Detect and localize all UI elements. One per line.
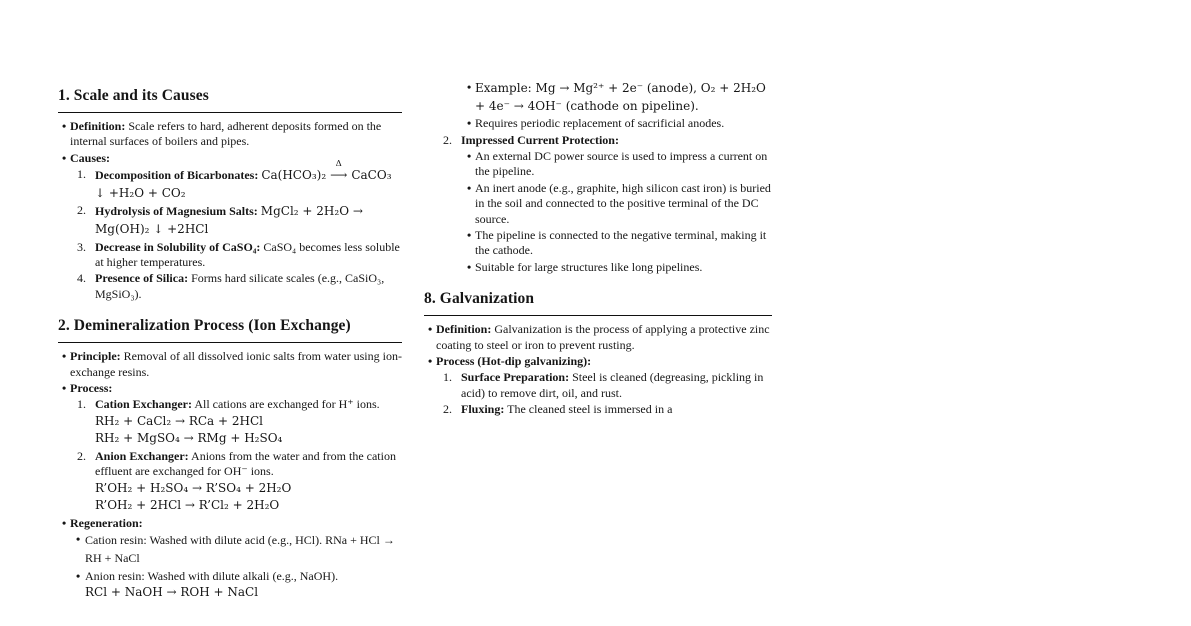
item-label: Hydrolysis of Magnesium Salts: — [95, 204, 258, 219]
item-content — [95, 240, 402, 271]
delta-symbol: Δ — [335, 159, 342, 170]
item-label: Regeneration: — [70, 516, 143, 531]
item-label: Cation Exchanger: — [95, 397, 192, 412]
list-item-anion-resin — [58, 569, 402, 584]
item-label: Anion Exchanger: — [95, 449, 189, 464]
item-content — [85, 532, 402, 567]
list-item-galv-definition — [424, 322, 772, 353]
list-item-inert-anode — [424, 181, 772, 227]
item-number: 1. — [443, 370, 452, 385]
list-item-regeneration-label — [58, 516, 402, 531]
list-item-scale-definition — [58, 119, 402, 150]
formula-text: Ca(HCO₃)₂ — [261, 168, 327, 183]
list-item-large-structures — [424, 260, 772, 275]
item-label: Surface Preparation: — [461, 370, 570, 385]
bullet-icon: • — [467, 180, 472, 195]
item-number: 2. — [443, 402, 452, 417]
delta-arrow — [329, 159, 348, 185]
list-item-cause-3 — [58, 240, 402, 271]
item-content — [70, 119, 402, 150]
item-label: Impressed Current Protection: — [461, 132, 619, 147]
item-content — [475, 228, 772, 259]
list-item-cause-4 — [58, 271, 402, 302]
bullet-icon: • — [428, 322, 433, 337]
right-column — [424, 79, 772, 418]
bullet-icon: • — [467, 149, 472, 163]
section-heading-scale: 1. Scale and its Causes — [58, 86, 402, 113]
list-item-anion-exchanger — [58, 449, 402, 480]
item-content — [70, 349, 402, 380]
item-label: Presence of Silica: — [95, 271, 189, 286]
item-label: Definition: — [436, 322, 492, 337]
item-text: The cleaned steel is immersed in a — [507, 402, 673, 417]
formula-line: R’OH₂ + H₂SO₄ → R’SO₄ + 2H₂O — [95, 480, 292, 495]
item-content — [70, 150, 402, 170]
item-label: Process: — [70, 381, 113, 396]
item-text: Anion resin: Washed with dilute alkali (e.g., NaOH). — [85, 568, 339, 583]
item-content — [475, 181, 772, 227]
item-text: Steel is cleaned (degreasing, pickling in acid) to remove dirt, oil, and rust. — [461, 370, 764, 400]
bullet-icon: • — [467, 228, 472, 243]
formula-text: MgCl₂ + 2H₂O → Mg(OH)₂ ↓ +2HCl — [95, 204, 363, 236]
item-content — [95, 159, 402, 202]
item-text: Scale refers to hard, adherent deposits formed on the internal surfaces of boilers and pipes. — [70, 119, 382, 149]
bullet-icon: • — [62, 150, 67, 165]
formula-text: Example: Mg → Mg²⁺ + 2e⁻ (anode), O₂ + 2H₂O + 4e⁻ → 4OH⁻ (cathode on pipeline). — [475, 81, 766, 113]
item-content — [436, 354, 772, 369]
formula-line: R’OH₂ + 2HCl → R’Cl₂ + 2H₂O — [95, 498, 280, 513]
list-item-cation-resin — [58, 532, 402, 567]
list-item-negative-terminal — [424, 228, 772, 259]
item-label: Process (Hot-dip galvanizing): — [436, 354, 592, 369]
item-number: 2. — [77, 449, 86, 464]
list-item-example — [424, 80, 772, 115]
item-text: Galvanization is the process of applying a protective zinc coating to steel or iron to prevent rusting. — [436, 322, 770, 352]
item-text: An external DC power source is used to impress a current on the pipeline. — [475, 149, 768, 179]
item-text: The pipeline is connected to the negative terminal, making it the cathode. — [475, 228, 767, 258]
item-text: Requires periodic replacement of sacrificial anodes. — [475, 116, 725, 131]
bullet-icon: • — [428, 354, 433, 369]
item-content — [95, 203, 402, 238]
section-heading-demineralization: 2. Demineralization Process (Ion Exchange) — [58, 316, 402, 343]
formula-text: CaCO₃ ↓ +H₂O + CO₂ — [95, 168, 392, 200]
list-item-cause-1 — [58, 159, 402, 202]
bullet-icon: • — [467, 116, 472, 131]
list-item-fluxing — [424, 402, 772, 417]
left-column — [58, 86, 402, 602]
bullet-icon: • — [76, 532, 81, 547]
item-label: Decrease in Solubility of CaSO₄: — [95, 239, 261, 254]
item-number: 2. — [443, 132, 452, 147]
bullet-icon: • — [76, 568, 81, 583]
list-item-cation-exchanger — [58, 397, 402, 412]
item-text: CaSO₄ becomes less soluble at higher temperatures. — [95, 239, 400, 269]
item-text: Cation resin: Washed with dilute acid (e.g., HCl). RNa + HCl → RH + NaCl — [85, 533, 395, 566]
item-content — [70, 381, 402, 396]
formula-line: RH₂ + CaCl₂ → RCa + 2HCl — [95, 413, 264, 428]
item-content — [475, 260, 772, 275]
item-content — [461, 370, 772, 401]
bullet-icon: • — [62, 516, 67, 531]
item-text: Anions from the water and from the cation effluent are exchanged for OH⁻ ions. — [95, 449, 396, 479]
item-content — [461, 402, 772, 417]
list-item-surface-preparation — [424, 370, 772, 401]
item-content — [95, 397, 402, 412]
item-number: 1. — [77, 167, 86, 182]
item-number: 3. — [77, 239, 86, 254]
list-item-impressed-current — [424, 133, 772, 148]
formula-line: RH₂ + MgSO₄ → RMg + H₂SO₄ — [95, 431, 283, 446]
formula-line: RCl + NaOH → ROH + NaCl — [85, 585, 259, 600]
bullet-icon: • — [62, 119, 67, 133]
bullet-icon: • — [62, 381, 67, 396]
list-item-process-label — [58, 381, 402, 396]
bullet-icon: • — [62, 349, 67, 364]
item-content — [475, 116, 772, 131]
list-item-requires — [424, 116, 772, 131]
item-text: An inert anode (e.g., graphite, high silicon cast iron) is buried in the soil and connected to the positive terminal of the DC source. — [475, 180, 771, 226]
item-text: Forms hard silicate scales (e.g., CaSiO₃, MgSiO₃). — [95, 271, 385, 301]
item-number: 4. — [77, 271, 86, 286]
item-content — [95, 449, 402, 480]
item-content — [95, 271, 402, 302]
item-label: Decomposition of Bicarbonates: — [95, 168, 259, 183]
arrow-icon: ⟶ — [330, 168, 348, 183]
bullet-icon: • — [467, 80, 472, 94]
item-label: Definition: — [70, 119, 126, 133]
list-item-cause-2 — [58, 203, 402, 238]
item-label: Fluxing: — [461, 402, 505, 417]
item-number: 1. — [77, 397, 86, 412]
list-item-galv-process-label — [424, 354, 772, 369]
item-content — [436, 322, 772, 353]
item-content — [461, 133, 772, 148]
item-label: Principle: — [70, 349, 121, 364]
item-label: Causes: — [70, 150, 111, 165]
item-content — [475, 80, 772, 115]
item-content — [70, 516, 402, 531]
item-text: Removal of all dissolved ionic salts from water using ion-exchange resins. — [70, 349, 402, 379]
list-item-causes-label — [58, 150, 402, 170]
list-item-dc-source — [424, 149, 772, 180]
item-content — [475, 149, 772, 180]
bullet-icon: • — [467, 259, 472, 274]
section-heading-galvanization: 8. Galvanization — [424, 289, 772, 316]
list-item-principle — [58, 349, 402, 380]
item-text: Suitable for large structures like long pipelines. — [475, 259, 703, 274]
item-content — [85, 569, 402, 584]
item-number: 2. — [77, 203, 86, 218]
item-text: All cations are exchanged for H⁺ ions. — [194, 397, 380, 412]
